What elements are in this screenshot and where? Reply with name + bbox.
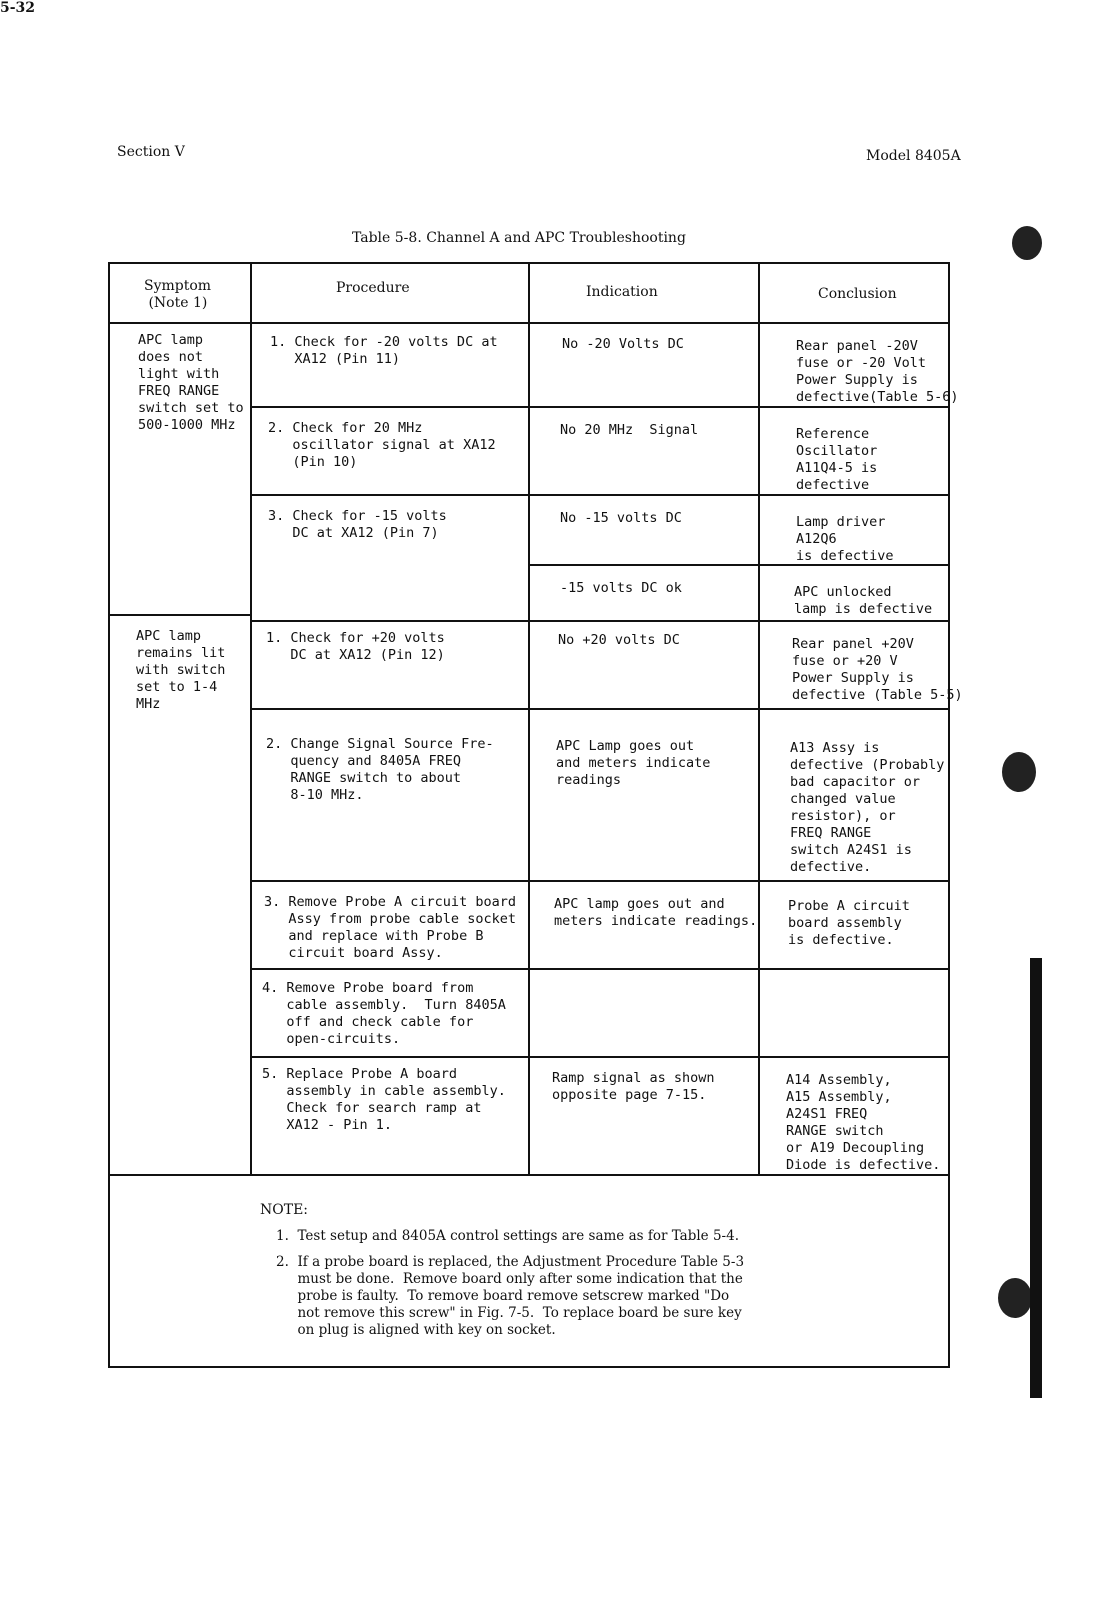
- note-item: 2. If a probe board is replaced, the Adjustment Procedure Table 5-3 must be done. Remove board only after some indication that the probe is faulty. To remove board remove setscrew marked "Do not remove this screw" in Fig. 7-5. To replace board be sure key on plug is aligned with key on socket.: [276, 1254, 745, 1338]
- table-title: Table 5-8. Channel A and APC Troubleshooting: [352, 230, 686, 246]
- procedure-cell: 4. Remove Probe board from cable assembly. Turn 8405A off and check cable for open-circuits.: [262, 980, 506, 1047]
- punch-hole: [1002, 752, 1036, 792]
- punch-hole: [1012, 226, 1042, 260]
- scan-edge: [1030, 958, 1042, 1398]
- col-header-symptom: Symptom (Note 1): [144, 278, 212, 311]
- row-divider: [250, 708, 948, 710]
- col-header-procedure: Procedure: [336, 280, 410, 296]
- conclusion-cell: APC unlocked lamp is defective: [794, 584, 933, 617]
- procedure-cell: 3. Remove Probe A circuit board Assy from probe cable socket and replace with Probe B circuit board Assy.: [264, 894, 516, 961]
- symptom-cell: APC lamp does not light with FREQ RANGE switch set to 500-1000 MHz: [138, 332, 244, 433]
- section-label: Section V: [117, 144, 185, 160]
- conclusion-cell: Reference Oscillator A11Q4-5 is defective: [796, 426, 878, 493]
- indication-cell: No -15 volts DC: [560, 510, 682, 526]
- row-divider: [250, 406, 948, 408]
- indication-cell: No -20 Volts DC: [562, 336, 684, 352]
- col-header-conclusion: Conclusion: [818, 286, 897, 302]
- row-divider: [250, 968, 948, 970]
- col-divider: [528, 264, 530, 1174]
- note-item: 1. Test setup and 8405A control settings are same as for Table 5-4.: [276, 1228, 739, 1244]
- punch-hole: [998, 1278, 1032, 1318]
- procedure-cell: 1. Check for -20 volts DC at XA12 (Pin 11): [270, 334, 498, 367]
- procedure-cell: 5. Replace Probe A board assembly in cable assembly. Check for search ramp at XA12 - Pin 1.: [262, 1066, 506, 1133]
- col-header-indication: Indication: [586, 284, 658, 300]
- model-label: Model 8405A: [866, 148, 961, 164]
- note-heading: NOTE:: [260, 1202, 309, 1218]
- conclusion-cell: Rear panel +20V fuse or +20 V Power Supply is defective (Table 5-5): [792, 636, 963, 703]
- indication-cell: -15 volts DC ok: [560, 580, 682, 596]
- page-number: 5-32: [0, 0, 36, 16]
- procedure-cell: 2. Check for 20 MHz oscillator signal at XA12 (Pin 10): [268, 420, 496, 470]
- col-divider: [758, 264, 760, 1174]
- procedure-cell: 3. Check for -15 volts DC at XA12 (Pin 7): [268, 508, 447, 541]
- indication-cell: APC lamp goes out and meters indicate readings.: [554, 896, 758, 929]
- row-divider: [110, 1174, 948, 1176]
- row-divider: [250, 620, 948, 622]
- conclusion-cell: A14 Assembly, A15 Assembly, A24S1 FREQ RANGE switch or A19 Decoupling Diode is defective.: [786, 1072, 941, 1173]
- indication-cell: Ramp signal as shown opposite page 7-15.: [552, 1070, 715, 1103]
- conclusion-cell: Lamp driver A12Q6 is defective: [796, 514, 894, 564]
- indication-cell: No +20 volts DC: [558, 632, 680, 648]
- col-divider: [250, 264, 252, 1174]
- row-divider: [250, 1056, 948, 1058]
- row-divider: [110, 322, 948, 324]
- procedure-cell: 2. Change Signal Source Fre- quency and 8405A FREQ RANGE switch to about 8-10 MHz.: [266, 736, 494, 803]
- conclusion-cell: Probe A circuit board assembly is defective.: [788, 898, 910, 948]
- indication-cell: APC Lamp goes out and meters indicate readings: [556, 738, 711, 788]
- symptom-cell: APC lamp remains lit with switch set to 1-4 MHz: [136, 628, 226, 712]
- row-divider: [250, 880, 948, 882]
- row-divider: [250, 494, 948, 496]
- troubleshooting-table: [108, 262, 963, 1368]
- indication-cell: No 20 MHz Signal: [560, 422, 699, 438]
- conclusion-cell: A13 Assy is defective (Probably bad capacitor or changed value resistor), or FREQ RANGE switch A24S1 is defective.: [790, 740, 945, 875]
- row-divider: [110, 614, 250, 616]
- procedure-cell: 1. Check for +20 volts DC at XA12 (Pin 12): [266, 630, 445, 663]
- conclusion-cell: Rear panel -20V fuse or -20 Volt Power Supply is defective(Table 5-6): [796, 338, 959, 405]
